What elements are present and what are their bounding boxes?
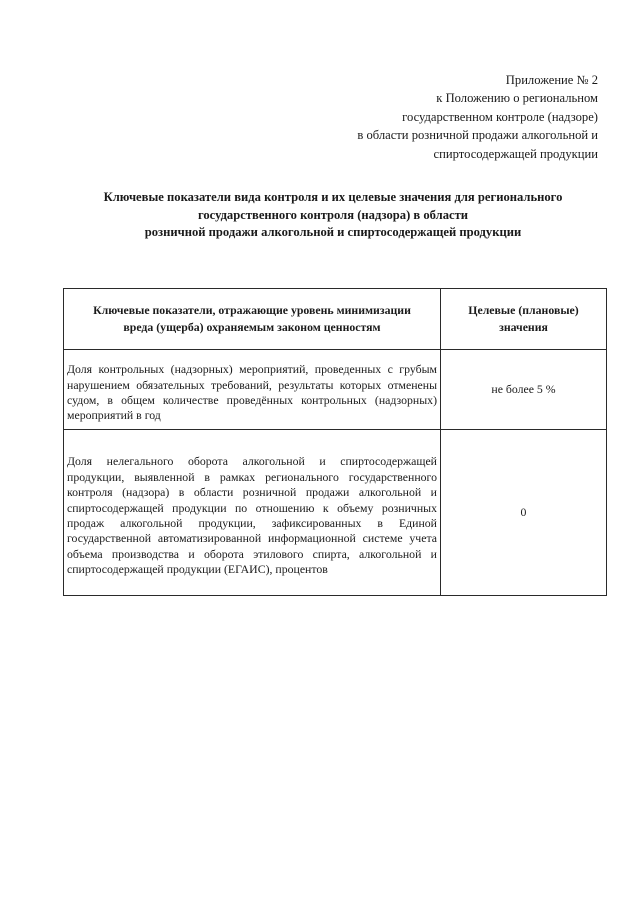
appendix-number: Приложение № 2 (505, 73, 598, 87)
table-header-row (64, 289, 607, 350)
header-indicators-line: вреда (ущерба) охраняемым законом ценностям (123, 320, 381, 334)
appendix-line: государственном контроле (надзоре) (402, 109, 598, 124)
indicator-cell: Доля контрольных (надзорных) мероприятий, проведенных с грубым нарушением обязательных требований, результаты которых отменены судом, в общем количестве проведённых контрольных (надзорных) мероприятий в год (64, 350, 441, 430)
indicator-cell: Доля нелегального оборота алкогольной и спиртосодержащей продукции, выявленной в рамках регионального государственного контроля (надзора) в области розничной продажи алкогольной и спиртосодержащей продукции по отношению к объему розничных продаж алкогольной продукции, зафиксированных в Единой государственной автоматизированной информационной системе учета объема производства и оборота этилового спирта, алкогольной и спиртосодержащей продукции (ЕГАИС), процентов (64, 430, 441, 596)
title-line: розничной продажи алкогольной и спиртосодержащей продукции (144, 225, 522, 240)
document-title (40, 189, 626, 242)
title-line: государственного контроля (надзора) в области (197, 207, 469, 222)
table-row (64, 430, 607, 596)
header-values-line: Целевые (плановые) (468, 303, 579, 318)
target-value-cell: не более 5 % (441, 350, 607, 430)
appendix-line: к Положению о региональном (436, 91, 598, 106)
header-indicators (64, 289, 441, 350)
header-values-line: значения (499, 320, 548, 334)
header-target-values (441, 289, 607, 350)
header-indicators-line: Ключевые показатели, отражающие уровень минимизации (93, 303, 411, 318)
table-row (64, 350, 607, 430)
appendix-reference (298, 71, 598, 163)
target-value-cell: 0 (441, 430, 607, 596)
appendix-line: спиртосодержащей продукции (433, 146, 598, 161)
title-line: Ключевые показатели вида контроля и их целевые значения для регионального (103, 190, 563, 204)
appendix-line: в области розничной продажи алкогольной и (357, 128, 598, 143)
kpi-table (63, 288, 607, 596)
